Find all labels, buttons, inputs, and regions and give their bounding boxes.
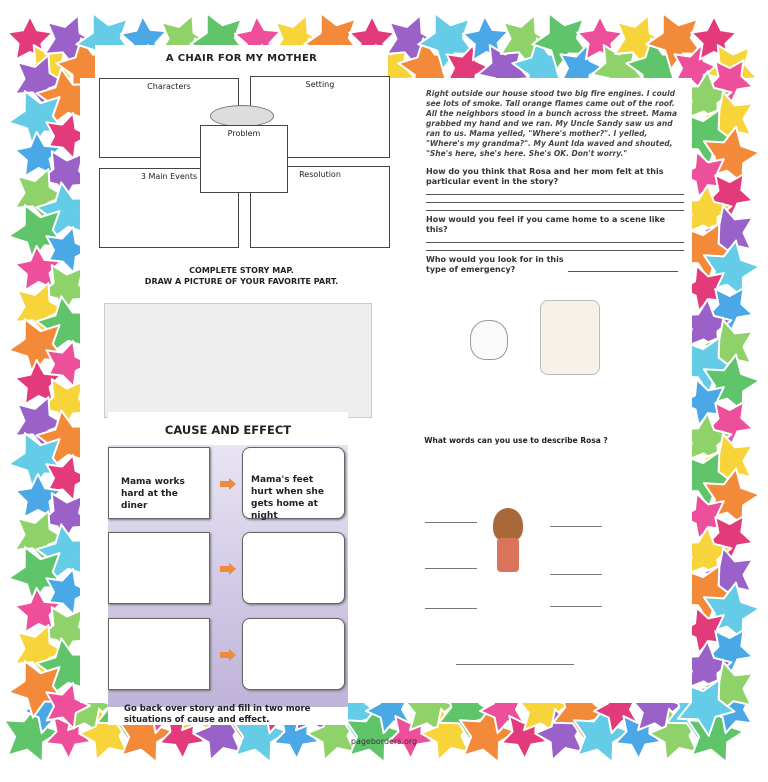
word-line[interactable] <box>550 526 602 527</box>
resolution-box: Resolution <box>250 166 390 248</box>
effect-box-3[interactable] <box>242 618 345 690</box>
family-image <box>540 300 600 375</box>
arrow-right-icon <box>220 649 236 661</box>
answer-line[interactable] <box>426 203 684 211</box>
passage-panel <box>420 85 690 390</box>
events-box: 3 Main Events <box>99 168 239 248</box>
cloud-icon <box>210 105 274 127</box>
effect-box-1[interactable]: Mama's feet hurt when she gets home at night <box>242 447 345 519</box>
question-1: How do you think that Rosa and her mom felt at this particular event in the story? <box>426 167 664 186</box>
rosa-image <box>488 508 528 588</box>
kitten-image <box>470 320 508 360</box>
answer-line[interactable] <box>426 187 684 195</box>
cause-box-1[interactable]: Mama works hard at the diner <box>108 447 210 519</box>
word-line[interactable] <box>550 606 602 607</box>
cause-box-2[interactable] <box>108 532 210 604</box>
instruction-1: COMPLETE STORY MAP. <box>189 266 294 275</box>
word-line[interactable] <box>425 522 477 523</box>
cause-box-3[interactable] <box>108 618 210 690</box>
watermark: pageborders.org <box>350 737 418 746</box>
word-line[interactable] <box>425 608 477 609</box>
setting-box: Setting <box>250 76 390 158</box>
arrow-right-icon <box>220 563 236 575</box>
answer-line[interactable] <box>426 243 684 251</box>
drawing-area[interactable] <box>104 303 372 418</box>
effect-box-2[interactable] <box>242 532 345 604</box>
answer-line[interactable] <box>568 264 678 272</box>
answer-line[interactable] <box>426 195 684 203</box>
cause-effect-footer: Go back over story and fill in two more situations of cause and effect. <box>124 704 311 725</box>
question-3: Who would you look for in this type of emergency? <box>426 255 564 274</box>
instruction-2: DRAW A PICTURE OF YOUR FAVORITE PART. <box>144 277 339 286</box>
cause-effect-panel <box>108 412 348 725</box>
answer-line[interactable] <box>426 235 684 243</box>
characters-box: Characters <box>99 78 239 158</box>
problem-box: Problem <box>200 125 288 193</box>
cause-effect-title: CAUSE AND EFFECT <box>164 423 292 437</box>
describe-rosa-panel <box>420 428 612 680</box>
word-line[interactable] <box>456 664 574 665</box>
story-map-title: A CHAIR FOR MY MOTHER <box>165 53 318 64</box>
question-2: How would you feel if you came home to a scene like this? <box>426 215 666 234</box>
word-line[interactable] <box>550 574 602 575</box>
word-line[interactable] <box>425 568 477 569</box>
describe-question: What words can you use to describe Rosa ? <box>424 436 608 445</box>
story-map-panel <box>95 45 388 422</box>
story-passage: Right outside our house stood two big fire engines. I could see lots of smoke. Tall orange flames came out of the roof. All the neighbors stood in a bunch across the street. Mama grabbed my hand and we ran. My Uncle Sandy saw us and ran to us. Mama yelled, "Where's mother?". I yelled, "Where's my grandma?". My Aunt Ida waved and shouted, "She's here, she's here. She's OK. Don't worry." <box>426 89 678 158</box>
arrow-right-icon <box>220 478 236 490</box>
